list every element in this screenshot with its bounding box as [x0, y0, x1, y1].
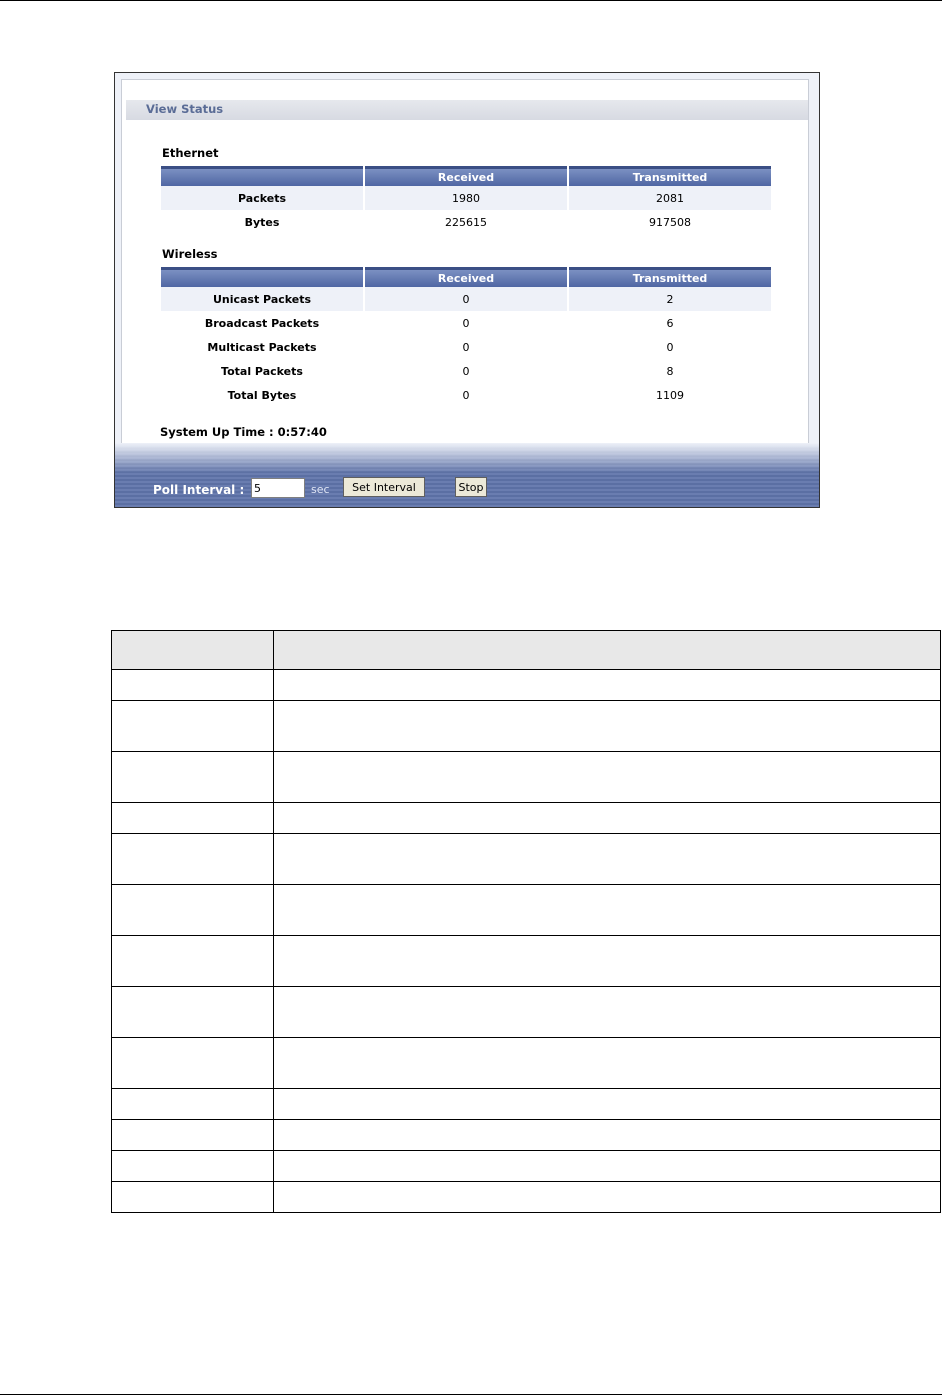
- table-cell: [112, 1089, 274, 1120]
- table-cell: [112, 670, 274, 701]
- received-value: 0: [462, 364, 470, 378]
- table-cell: [274, 1151, 941, 1182]
- table-row: [112, 752, 941, 803]
- header-transmitted: Transmitted: [569, 267, 771, 287]
- row-label: Total Bytes: [227, 388, 297, 402]
- table-cell: [112, 1151, 274, 1182]
- table-cell: [112, 936, 274, 987]
- table-row: [112, 834, 941, 885]
- page-top-rule: [0, 0, 942, 1]
- table-cell: [112, 1038, 274, 1089]
- header-blank: [161, 166, 363, 186]
- transmitted-value: 2081: [569, 186, 771, 210]
- description-table: [111, 630, 941, 1213]
- header-received: Received: [365, 166, 567, 186]
- received-value: 0: [462, 340, 470, 354]
- transmitted-value: 1109: [656, 388, 684, 402]
- poll-interval-input[interactable]: [251, 478, 305, 498]
- table-cell: [112, 701, 274, 752]
- table-row: [161, 335, 771, 359]
- row-label: Packets: [161, 186, 363, 210]
- received-value: 0: [462, 388, 470, 402]
- table-row: [112, 1182, 941, 1213]
- table-row: [112, 670, 941, 701]
- header-blank: [161, 267, 363, 287]
- title-bar: [126, 100, 808, 120]
- table-row: [112, 936, 941, 987]
- table-row: [112, 701, 941, 752]
- status-panel: [121, 79, 809, 449]
- table-cell: [274, 670, 941, 701]
- system-uptime: System Up Time : 0:57:40: [160, 425, 327, 439]
- table-cell: [274, 803, 941, 834]
- table-row: [112, 1089, 941, 1120]
- header-transmitted: Transmitted: [569, 166, 771, 186]
- row-label: Multicast Packets: [207, 340, 317, 354]
- table-cell: [274, 1120, 941, 1151]
- table-row: [161, 311, 771, 335]
- table-row: [161, 287, 771, 311]
- received-value: 0: [462, 316, 470, 330]
- table-cell: [112, 803, 274, 834]
- table-cell: [274, 885, 941, 936]
- row-label: Bytes: [244, 215, 280, 229]
- wireless-table: [159, 267, 773, 407]
- transmitted-value: 8: [666, 364, 674, 378]
- wireless-label: Wireless: [162, 247, 218, 261]
- view-status-window: [114, 72, 820, 508]
- table-cell: [274, 1089, 941, 1120]
- header-received: Received: [365, 267, 567, 287]
- table-row: [112, 885, 941, 936]
- transmitted-value: 6: [666, 316, 674, 330]
- row-label: Broadcast Packets: [204, 316, 320, 330]
- table-header-row: [112, 631, 941, 670]
- table-cell: [112, 1120, 274, 1151]
- table-row: [161, 210, 771, 234]
- table-row: [112, 1038, 941, 1089]
- table-cell: [274, 987, 941, 1038]
- table-cell: [112, 631, 274, 670]
- table-row: [161, 383, 771, 407]
- table-cell: [274, 936, 941, 987]
- table-cell: [112, 752, 274, 803]
- transmitted-value: 2: [569, 287, 771, 311]
- stop-button[interactable]: Stop: [455, 477, 487, 497]
- footer-bar: [115, 443, 819, 507]
- table-cell: [274, 834, 941, 885]
- ethernet-table: [159, 166, 773, 234]
- table-row: [112, 987, 941, 1038]
- table-cell: [274, 1038, 941, 1089]
- ethernet-label: Ethernet: [162, 146, 219, 160]
- row-label: Total Packets: [221, 364, 303, 378]
- table-cell: [274, 701, 941, 752]
- table-cell: [112, 834, 274, 885]
- seconds-unit-label: sec: [311, 483, 330, 496]
- poll-interval-label: Poll Interval :: [153, 483, 245, 497]
- ethernet-header-row: [161, 166, 771, 186]
- table-row: [112, 1120, 941, 1151]
- wireless-header-row: [161, 267, 771, 287]
- transmitted-value: 0: [666, 340, 674, 354]
- table-cell: [112, 1182, 274, 1213]
- table-row: [112, 1151, 941, 1182]
- window-title: View Status: [146, 102, 224, 116]
- received-value: 225615: [445, 215, 487, 229]
- transmitted-value: 917508: [649, 215, 691, 229]
- table-row: [161, 186, 771, 210]
- table-cell: [112, 987, 274, 1038]
- row-label: Unicast Packets: [161, 287, 363, 311]
- table-cell: [274, 631, 941, 670]
- table-cell: [274, 1182, 941, 1213]
- table-cell: [274, 752, 941, 803]
- set-interval-button[interactable]: Set Interval: [343, 477, 425, 497]
- received-value: 0: [365, 287, 567, 311]
- received-value: 1980: [365, 186, 567, 210]
- table-row: [112, 803, 941, 834]
- table-cell: [112, 885, 274, 936]
- table-row: [161, 359, 771, 383]
